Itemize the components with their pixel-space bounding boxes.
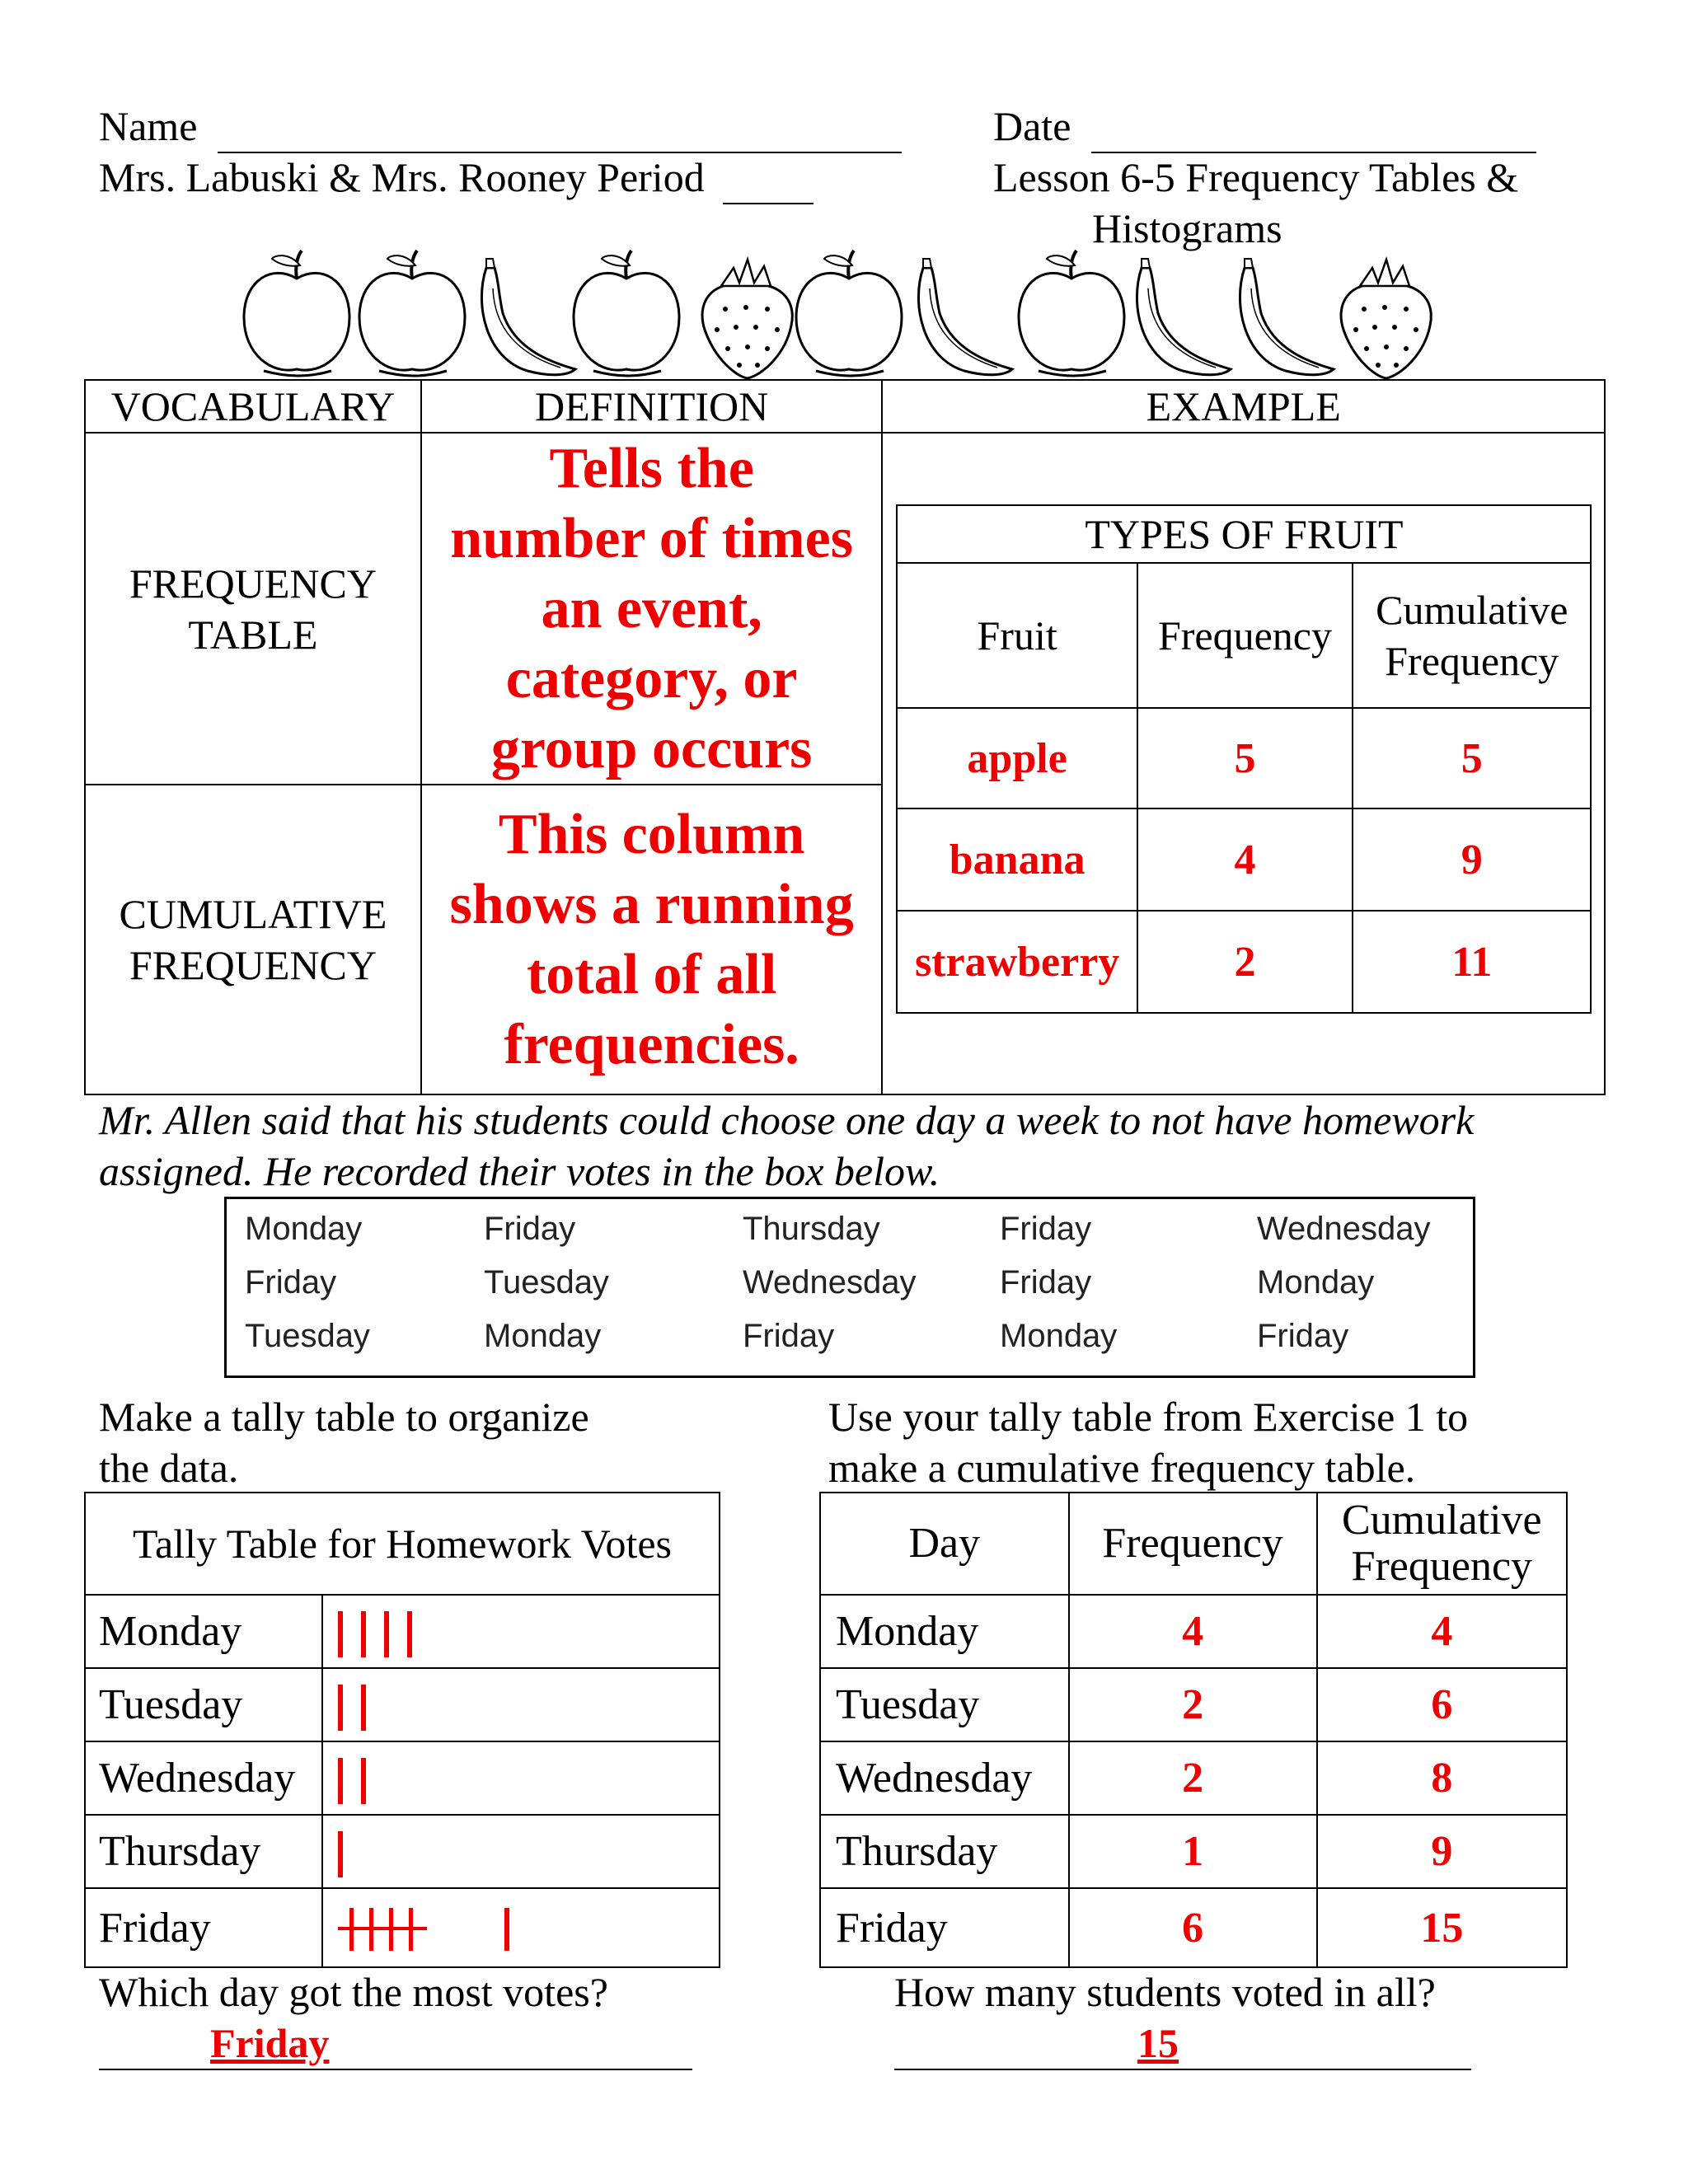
lesson-title-line1: Lesson 6-5 Frequency Tables & <box>993 154 1519 200</box>
term-line: CUMULATIVE <box>119 891 387 937</box>
tally-mark <box>361 1611 366 1657</box>
term-line: TABLE <box>188 611 318 658</box>
day-col-header: Day <box>820 1493 1069 1595</box>
cum-day: Monday <box>820 1595 1069 1668</box>
fruit-name: strawberry <box>897 911 1137 1013</box>
term-cumulative-frequency <box>85 785 421 1094</box>
example-cell <box>882 433 1605 1094</box>
definition-cumulative-frequency <box>421 785 883 1094</box>
tally-marks <box>322 1815 720 1888</box>
term-line: FREQUENCY <box>129 560 377 607</box>
cum-day: Wednesday <box>820 1741 1069 1815</box>
vote-entry: Monday <box>1257 1264 1375 1301</box>
votes-box <box>224 1197 1475 1378</box>
problem-line: Mr. Allen said that his students could choose one day a week to not have homework <box>99 1097 1475 1143</box>
strawberry-icon <box>702 260 792 378</box>
cum-frequency: 2 <box>1069 1741 1317 1815</box>
vote-entry: Wednesday <box>743 1264 917 1301</box>
cum-frequency: 1 <box>1069 1815 1317 1888</box>
date-blank[interactable] <box>1091 101 1536 153</box>
tally-table <box>84 1492 720 1968</box>
strawberry-icon <box>1341 260 1431 378</box>
fruit-col-header: Fruit <box>897 563 1137 708</box>
vocabulary-header: VOCABULARY <box>85 380 421 433</box>
definition-line: Tells the <box>549 437 754 500</box>
definition-line: shows a running <box>449 873 854 936</box>
tally-mark <box>338 1758 343 1804</box>
answer-total-voters: 15 <box>1137 2020 1179 2066</box>
tally-day: Monday <box>85 1595 322 1668</box>
exercise-line: Make a tally table to organize <box>99 1394 589 1440</box>
term-frequency-table <box>85 433 421 785</box>
fruit-border <box>231 247 1451 379</box>
frequency-col-header: Frequency <box>1069 1493 1317 1595</box>
vote-entry: Monday <box>245 1211 363 1247</box>
teachers-label: Mrs. Labuski & Mrs. Rooney Period <box>99 154 705 200</box>
tally-mark <box>384 1611 389 1657</box>
apple-icon <box>1019 251 1124 376</box>
problem-statement <box>99 1094 1474 1197</box>
vote-entry: Tuesday <box>245 1318 370 1354</box>
tally-marks <box>322 1741 720 1815</box>
tally-mark <box>407 1611 412 1657</box>
name-line <box>99 101 902 153</box>
cum-day: Thursday <box>820 1815 1069 1888</box>
definition-line: number of times <box>450 507 853 570</box>
cum-cumulative: 15 <box>1317 1888 1567 1967</box>
fruit-cumulative: 11 <box>1353 911 1591 1013</box>
banana-icon <box>1240 259 1334 375</box>
vote-entry: Friday <box>743 1318 835 1354</box>
definition-line: an event, <box>541 577 762 640</box>
teachers-line <box>99 152 814 204</box>
name-label: Name <box>99 103 198 149</box>
definition-line: This column <box>498 803 805 866</box>
answer1-line[interactable] <box>99 2018 692 2070</box>
cum-frequency: 4 <box>1069 1595 1317 1668</box>
fruit-frequency: 5 <box>1137 708 1353 808</box>
cum-cumulative: 6 <box>1317 1668 1567 1741</box>
date-line <box>993 101 1536 153</box>
question-total-voters: How many students voted in all? <box>894 1969 1436 2015</box>
fruit-frequency: 2 <box>1137 911 1353 1013</box>
cum-frequency: 2 <box>1069 1668 1317 1741</box>
vote-entry: Friday <box>1000 1264 1092 1301</box>
tally-day: Wednesday <box>85 1741 322 1815</box>
term-line: FREQUENCY <box>129 942 377 988</box>
tally-mark <box>338 1831 343 1877</box>
exercise2-prompt <box>828 1391 1468 1493</box>
question-most-votes: Which day got the most votes? <box>99 1969 608 2015</box>
fruit-name: apple <box>897 708 1137 808</box>
cum-day: Friday <box>820 1888 1069 1967</box>
fruit-frequency: 4 <box>1137 808 1353 911</box>
tally-table-title: Tally Table for Homework Votes <box>85 1493 720 1595</box>
banana-icon <box>918 259 1012 375</box>
fruit-cumulative: 5 <box>1353 708 1591 808</box>
fruit-table <box>896 504 1592 1014</box>
tally-day: Friday <box>85 1888 322 1967</box>
vote-entry: Monday <box>1000 1318 1118 1354</box>
tally-mark <box>338 1685 343 1731</box>
fruit-table-title: TYPES OF FRUIT <box>897 505 1591 563</box>
tally-day: Tuesday <box>85 1668 322 1741</box>
exercise1-prompt <box>99 1391 589 1493</box>
fruit-cumulative: 9 <box>1353 808 1591 911</box>
period-blank[interactable] <box>723 152 814 204</box>
tally-mark <box>361 1758 366 1804</box>
exercise-line: the data. <box>99 1445 239 1491</box>
exercise-line: Use your tally table from Exercise 1 to <box>828 1394 1469 1440</box>
answer2-line[interactable] <box>894 2018 1471 2070</box>
definition-frequency-table <box>421 433 883 785</box>
exercise-line: make a cumulative frequency table. <box>828 1445 1416 1491</box>
definition-line: total of all <box>526 943 777 1006</box>
banana-icon <box>1137 259 1231 375</box>
tally-marks <box>322 1668 720 1741</box>
definition-line: category, or <box>505 647 798 710</box>
date-label: Date <box>993 103 1071 149</box>
apple-icon <box>359 251 465 376</box>
cumulative-col-header: Cumulative Frequency <box>1353 563 1591 708</box>
vote-entry: Tuesday <box>484 1264 609 1301</box>
vote-entry: Friday <box>1000 1211 1092 1247</box>
answer-most-votes: Friday <box>210 2020 330 2066</box>
definition-line: group occurs <box>490 717 813 780</box>
tally-mark <box>338 1611 343 1657</box>
banana-icon <box>481 259 575 375</box>
apple-icon <box>244 251 349 376</box>
vote-entry: Friday <box>245 1264 337 1301</box>
frequency-col-header: Frequency <box>1137 563 1353 708</box>
fruit-name: banana <box>897 808 1137 911</box>
cumulative-frequency-table <box>819 1492 1568 1968</box>
cum-cumulative: 4 <box>1317 1595 1567 1668</box>
definition-header: DEFINITION <box>421 380 883 433</box>
tally-day: Thursday <box>85 1815 322 1888</box>
tally-mark <box>361 1685 366 1731</box>
apple-icon <box>574 251 679 376</box>
cum-cumulative: 8 <box>1317 1741 1567 1815</box>
lesson-title-line2: Histograms <box>1092 205 1282 251</box>
vote-entry: Friday <box>484 1211 576 1247</box>
cumulative-col-header: Cumulative Frequency <box>1317 1493 1567 1595</box>
vote-entry: Monday <box>484 1318 602 1354</box>
definition-line: frequencies. <box>504 1013 799 1076</box>
name-blank[interactable] <box>218 101 902 153</box>
vote-entry: Friday <box>1257 1318 1349 1354</box>
cum-frequency: 6 <box>1069 1888 1317 1967</box>
tally-marks <box>322 1595 720 1668</box>
tally-marks <box>322 1888 720 1967</box>
tally-group-five <box>338 1905 602 1954</box>
cum-cumulative: 9 <box>1317 1815 1567 1888</box>
vote-entry: Wednesday <box>1257 1211 1431 1247</box>
vote-entry: Thursday <box>743 1211 880 1247</box>
apple-icon <box>796 251 902 376</box>
example-header: EXAMPLE <box>882 380 1605 433</box>
problem-line: assigned. He recorded their votes in the box below. <box>99 1148 940 1194</box>
cum-day: Tuesday <box>820 1668 1069 1741</box>
vocabulary-table <box>84 379 1606 1095</box>
